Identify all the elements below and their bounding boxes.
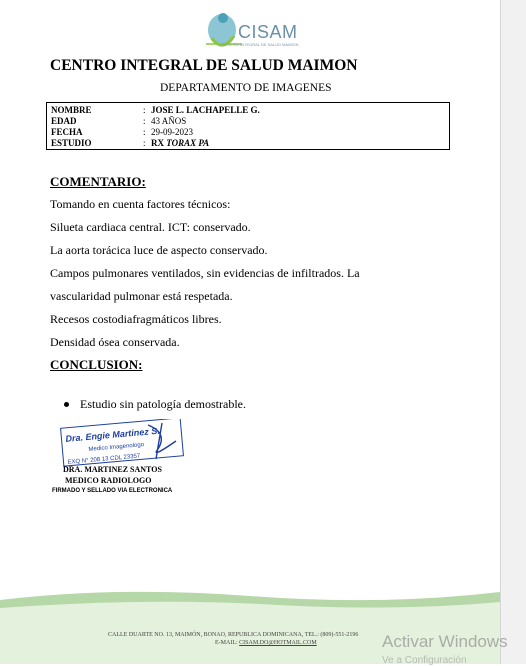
report-line: Densidad ósea conservada.: [50, 335, 180, 349]
row-separator: :: [143, 138, 146, 148]
footer-email: [215, 640, 317, 646]
scrollbar-gutter[interactable]: [500, 0, 526, 664]
row-label: ESTUDIO: [51, 138, 92, 148]
department-title: DEPARTAMENTO DE IMAGENES: [160, 82, 332, 94]
report-line: Campos pulmonares ventilados, sin evidencias de infiltrados. La: [50, 266, 360, 280]
row-value: [151, 137, 209, 149]
activate-windows-subtext: Ve a Configuración: [382, 655, 467, 666]
signature-stamp: [58, 419, 198, 467]
row-separator: :: [143, 105, 146, 115]
email-link[interactable]: CISAM.DO@HOTMAIL.COM: [239, 640, 317, 646]
row-value: 43 AÑOS: [151, 116, 187, 126]
logo-subtitle: CENTRO INTEGRAL DE SALUD MAIMON: [222, 42, 299, 47]
bullet-icon: [64, 402, 69, 407]
report-line: vascularidad pulmonar está respetada.: [50, 289, 233, 303]
email-label: E-MAIL:: [215, 640, 240, 646]
footer-address: CALLE DUARTE NO. 13, MAIMÓN, BONAO, REPUBLICA DOMINICANA, TEL.: (809)-551-2196: [108, 632, 359, 638]
report-line: Silueta cardiaca central. ICT: conservado.: [50, 220, 251, 234]
center-title: CENTRO INTEGRAL DE SALUD MAIMON: [50, 57, 358, 74]
stamp-id: EXQ N° 208 13 CDL 23357: [67, 453, 141, 466]
conclusion-item: Estudio sin patología demostrable.: [80, 397, 246, 411]
study-name: TORAX PA: [166, 138, 210, 148]
activate-windows-watermark: Activar Windows: [382, 632, 508, 651]
report-line: Tomando en cuenta factores técnicos:: [50, 197, 231, 211]
doctor-name: DRA. MARTINEZ SANTOS: [63, 465, 162, 474]
signature-note: FIRMADO Y SELLADO VIA ELECTRONICA: [52, 488, 173, 494]
row-value: JOSE L. LACHAPELLE G.: [151, 105, 260, 115]
doctor-title: MEDICO RADIOLOGO: [65, 476, 152, 485]
row-label: NOMBRE: [51, 105, 92, 115]
row-separator: :: [143, 116, 146, 126]
patient-info-box: [46, 102, 450, 150]
report-line: La aorta torácica luce de aspecto conservado.: [50, 243, 268, 257]
row-value: 29-09-2023: [151, 127, 193, 137]
row-separator: :: [143, 127, 146, 137]
study-prefix: RX: [151, 138, 167, 148]
report-line: Recesos costodiafragmáticos libres.: [50, 312, 222, 326]
comment-heading: COMENTARIO:: [50, 174, 146, 189]
row-label: FECHA: [51, 127, 83, 137]
row-label: EDAD: [51, 116, 77, 126]
logo-wordmark: CISAM: [238, 22, 298, 42]
stamp-role: Medico Imagenologo: [88, 442, 145, 453]
conclusion-heading: CONCLUSION:: [50, 357, 143, 372]
footer-wave: [0, 590, 500, 664]
stamp-name: Dra. Engie Martinez S.: [65, 425, 161, 444]
